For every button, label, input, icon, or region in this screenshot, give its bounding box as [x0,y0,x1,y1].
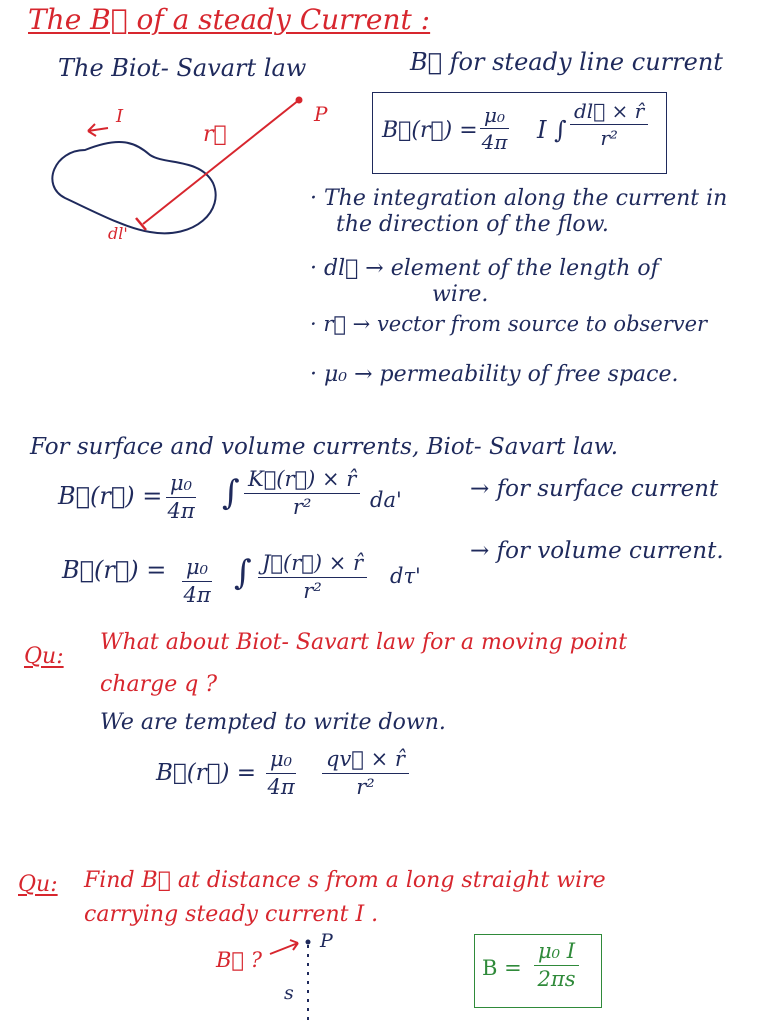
surface-note: → for surface current [470,476,719,502]
point-p-marker [306,940,311,945]
mu0-numerator: μ₀ [480,104,509,129]
answer-numerator: μ₀ I [534,940,579,966]
line-current-heading: B⃗ for steady line current [410,48,723,76]
distance-s-label: s [284,982,294,1004]
question1-mu0: μ₀ [266,748,296,774]
note-integration: · The integration along the current in [310,186,728,211]
question1-line3: We are tempted to write down. [100,710,446,735]
b-direction-arrow-icon [270,940,298,954]
surface-integral-sign: ∫ [222,473,240,513]
current-label: I [116,106,124,127]
question2-line1: Find B⃗ at distance s from a long straight wire [84,868,606,893]
surface-integrand-denominator: r² [292,495,312,520]
dl-label: dl' [108,224,128,243]
volume-lhs: B⃗(r⃗) = [62,556,167,584]
volume-mu0: μ₀ [182,556,212,582]
surface-four-pi: 4π [167,499,195,524]
line-current-lhs: B⃗(r⃗) = [382,118,478,143]
line-current-integral: I ∫ [537,116,567,144]
b-question-label: B⃗ ? [216,948,262,972]
note-r: · r⃗ → vector from source to observer [310,312,708,336]
answer-lhs: B = [482,956,522,980]
volume-integrand-numerator: J⃗(r⃗) × r̂ [258,552,367,578]
four-pi-denominator: 4π [481,130,508,154]
question1-denominator: r² [356,775,375,800]
volume-dtau: dτ' [390,564,421,588]
volume-integrand-denominator: r² [303,579,322,604]
question1-line1: What about Biot- Savart law for a moving point [100,630,628,655]
point-p-label: P [314,102,328,126]
note-integration-cont: the direction of the flow. [336,212,609,237]
note-dl: · dl⃗ → element of the length of [310,256,659,281]
question2-line2: carrying steady current I . [84,902,379,927]
volume-four-pi: 4π [183,583,211,608]
surface-integrand-numerator: K⃗(r⃗) × r̂ [244,468,360,494]
surface-da: da' [370,488,402,512]
surface-lhs: B⃗(r⃗) = [58,482,163,510]
wire-point-p-label: P [320,930,333,952]
answer-denominator: 2πs [537,967,576,992]
surface-mu0: μ₀ [166,472,196,498]
r-vector-label: r⃗ [203,122,227,147]
section-subtitle: The Biot- Savart law [58,54,307,82]
volume-integral-sign: ∫ [234,553,252,593]
integrand-numerator: dl⃗ × r̂ [570,100,648,125]
question2-label: Qu: [18,872,58,897]
note-mu0: · μ₀ → permeability of free space. [310,362,679,387]
question1-label: Qu: [24,644,64,669]
surface-volume-heading: For surface and volume currents, Biot- Savart law. [30,434,619,460]
question1-four-pi: 4π [267,775,295,800]
note-dl-cont: wire. [432,282,489,307]
answer-fraction [534,940,579,991]
volume-note: → for volume current. [470,538,724,564]
question1-numerator: qv⃗ × r̂ [322,748,409,774]
question1-lhs: B⃗(r⃗) = [156,760,257,786]
integrand-denominator: r² [600,126,618,150]
page-title: The B⃗ of a steady Current : [28,3,431,36]
question1-line2: charge q ? [100,672,218,697]
